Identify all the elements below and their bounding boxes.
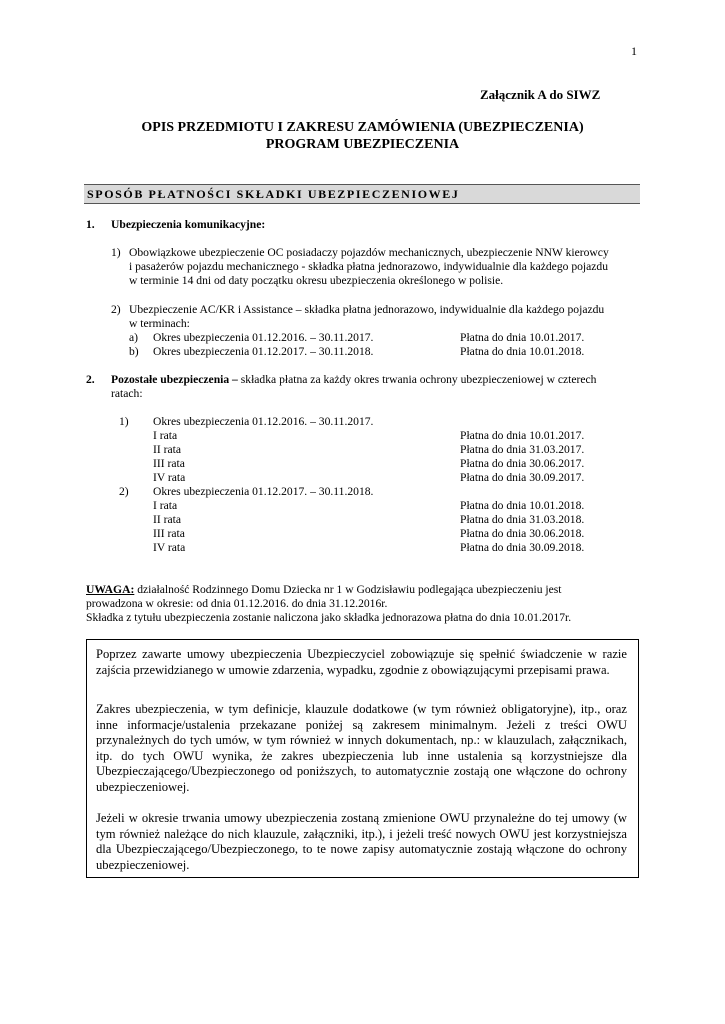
group-label: Okres ubezpieczenia 01.12.2017. – 30.11.2018. (153, 485, 374, 498)
section-2-heading-bold: Pozostałe ubezpieczenia – (111, 373, 238, 386)
annex-label: Załącznik A do SIWZ (480, 87, 601, 102)
rate-name: I rata (153, 499, 178, 512)
rate-name: III rata (153, 457, 185, 470)
section-1-number: 1. (86, 218, 95, 231)
section-2-heading (111, 373, 596, 387)
note-line: prowadzona w okresie: od dnia 01.12.2016. do dnia 31.12.2016r. (86, 597, 388, 610)
terms-box (86, 639, 639, 878)
period-letter: b) (129, 345, 139, 358)
item-1-line: i pasażerów pojazdu mechanicznego - składka płatna jednorazowo, indywidualnie dla każdego pojazdu (129, 260, 609, 273)
terms-paragraph: Jeżeli w okresie trwania umowy ubezpieczenia zostaną zmienione OWU przynależne do tej umowy (w tym również należące do nich klauzule, załączniki, itp.), i jeżeli treść nowych OWU jest korzystniejsza dla Ubezpieczającego/Ubezpieczonego, to te nowe zapisy automatycznie zostają włączone do ochrony ubezpieczeniowej. (96, 811, 627, 872)
period-label: Okres ubezpieczenia 01.12.2017. – 30.11.2018. (153, 345, 374, 358)
rate-due: Płatna do dnia 30.09.2017. (460, 471, 585, 484)
section-2-number: 2. (86, 373, 95, 386)
section-2-heading-cont: ratach: (111, 387, 143, 400)
rate-due: Płatna do dnia 31.03.2017. (460, 443, 585, 456)
note-line: Składka z tytułu ubezpieczenia zostanie naliczona jako składka jednorazowa płatna do dnia 10.01.2017r. (86, 611, 572, 624)
period-due: Płatna do dnia 10.01.2018. (460, 345, 585, 358)
note-text: działalność Rodzinnego Domu Dziecka nr 1 w Godzisławiu podlegająca ubezpieczeniu jest (134, 583, 562, 596)
terms-paragraph: Zakres ubezpieczenia, w tym definicje, klauzule dodatkowe (w tym również obligatoryjne), itp., oraz inne informacje/ustalenia przekazane poniżej są zakresem minimalnym. Jeżeli z treści OWU przynależnych do tych umów, w tym również w innych dokumentach, np.: w klauzulach, załącznikach, itp. do tych OWU wynika, że zakres ubezpieczenia lub inne ustalenia są korzystniejsze dla Ubezpieczającego/Ubezpieczonego od poniższych, to automatycznie zostają one włączone do ochrony ubezpieczeniowej. (96, 702, 627, 794)
document-subtitle: PROGRAM UBEZPIECZENIA (265, 137, 460, 152)
rate-name: IV rata (153, 471, 186, 484)
item-1-line: w terminie 14 dni od daty początku okresu ubezpieczenia określonego w polisie. (129, 274, 504, 287)
rate-name: II rata (153, 443, 181, 456)
rate-name: III rata (153, 527, 185, 540)
group-number: 2) (119, 485, 129, 498)
rate-due: Płatna do dnia 10.01.2017. (460, 429, 585, 442)
document-title: OPIS PRZEDMIOTU I ZAKRESU ZAMÓWIENIA (UBEZPIECZENIA) (141, 120, 584, 135)
note-line (86, 583, 562, 597)
rate-name: IV rata (153, 541, 186, 554)
item-2-number: 2) (111, 303, 121, 316)
rate-due: Płatna do dnia 30.06.2018. (460, 527, 585, 540)
period-letter: a) (129, 331, 139, 344)
section-heading-bar (84, 184, 640, 204)
rate-due: Płatna do dnia 10.01.2018. (460, 499, 585, 512)
terms-paragraph: Poprzez zawarte umowy ubezpieczenia Ubezpieczyciel zobowiązuje się spełnić świadczenie w razie zajścia przewidzianego w umowie zdarzenia, wypadku, zgodnie z obowiązującymi przepisami prawa. (96, 647, 627, 677)
rate-name: II rata (153, 513, 181, 526)
rate-due: Płatna do dnia 30.09.2018. (460, 541, 585, 554)
item-2-line: Ubezpieczenie AC/KR i Assistance – składka płatna jednorazowo, indywidualnie dla każdego pojazdu (129, 303, 605, 316)
group-number: 1) (119, 415, 129, 428)
item-1-line: Obowiązkowe ubezpieczenie OC posiadaczy pojazdów mechanicznych, ubezpieczenie NNW kierowcy (129, 246, 609, 259)
rate-due: Płatna do dnia 30.06.2017. (460, 457, 585, 470)
section-1-heading: Ubezpieczenia komunikacyjne: (111, 218, 266, 231)
rate-due: Płatna do dnia 31.03.2018. (460, 513, 585, 526)
note-label: UWAGA: (86, 583, 135, 596)
group-label: Okres ubezpieczenia 01.12.2016. – 30.11.2017. (153, 415, 374, 428)
item-1-number: 1) (111, 246, 121, 259)
period-due: Płatna do dnia 10.01.2017. (460, 331, 585, 344)
rate-name: I rata (153, 429, 178, 442)
item-2-line: w terminach: (129, 317, 190, 330)
page-number: 1 (631, 44, 637, 58)
period-label: Okres ubezpieczenia 01.12.2016. – 30.11.2017. (153, 331, 374, 344)
section-heading: SPOSÓB PŁATNOŚCI SKŁADKI UBEZPIECZENIOWEJ (87, 187, 460, 201)
section-2-heading-rest: składka płatna za każdy okres trwania ochrony ubezpieczeniowej w czterech (237, 373, 597, 386)
